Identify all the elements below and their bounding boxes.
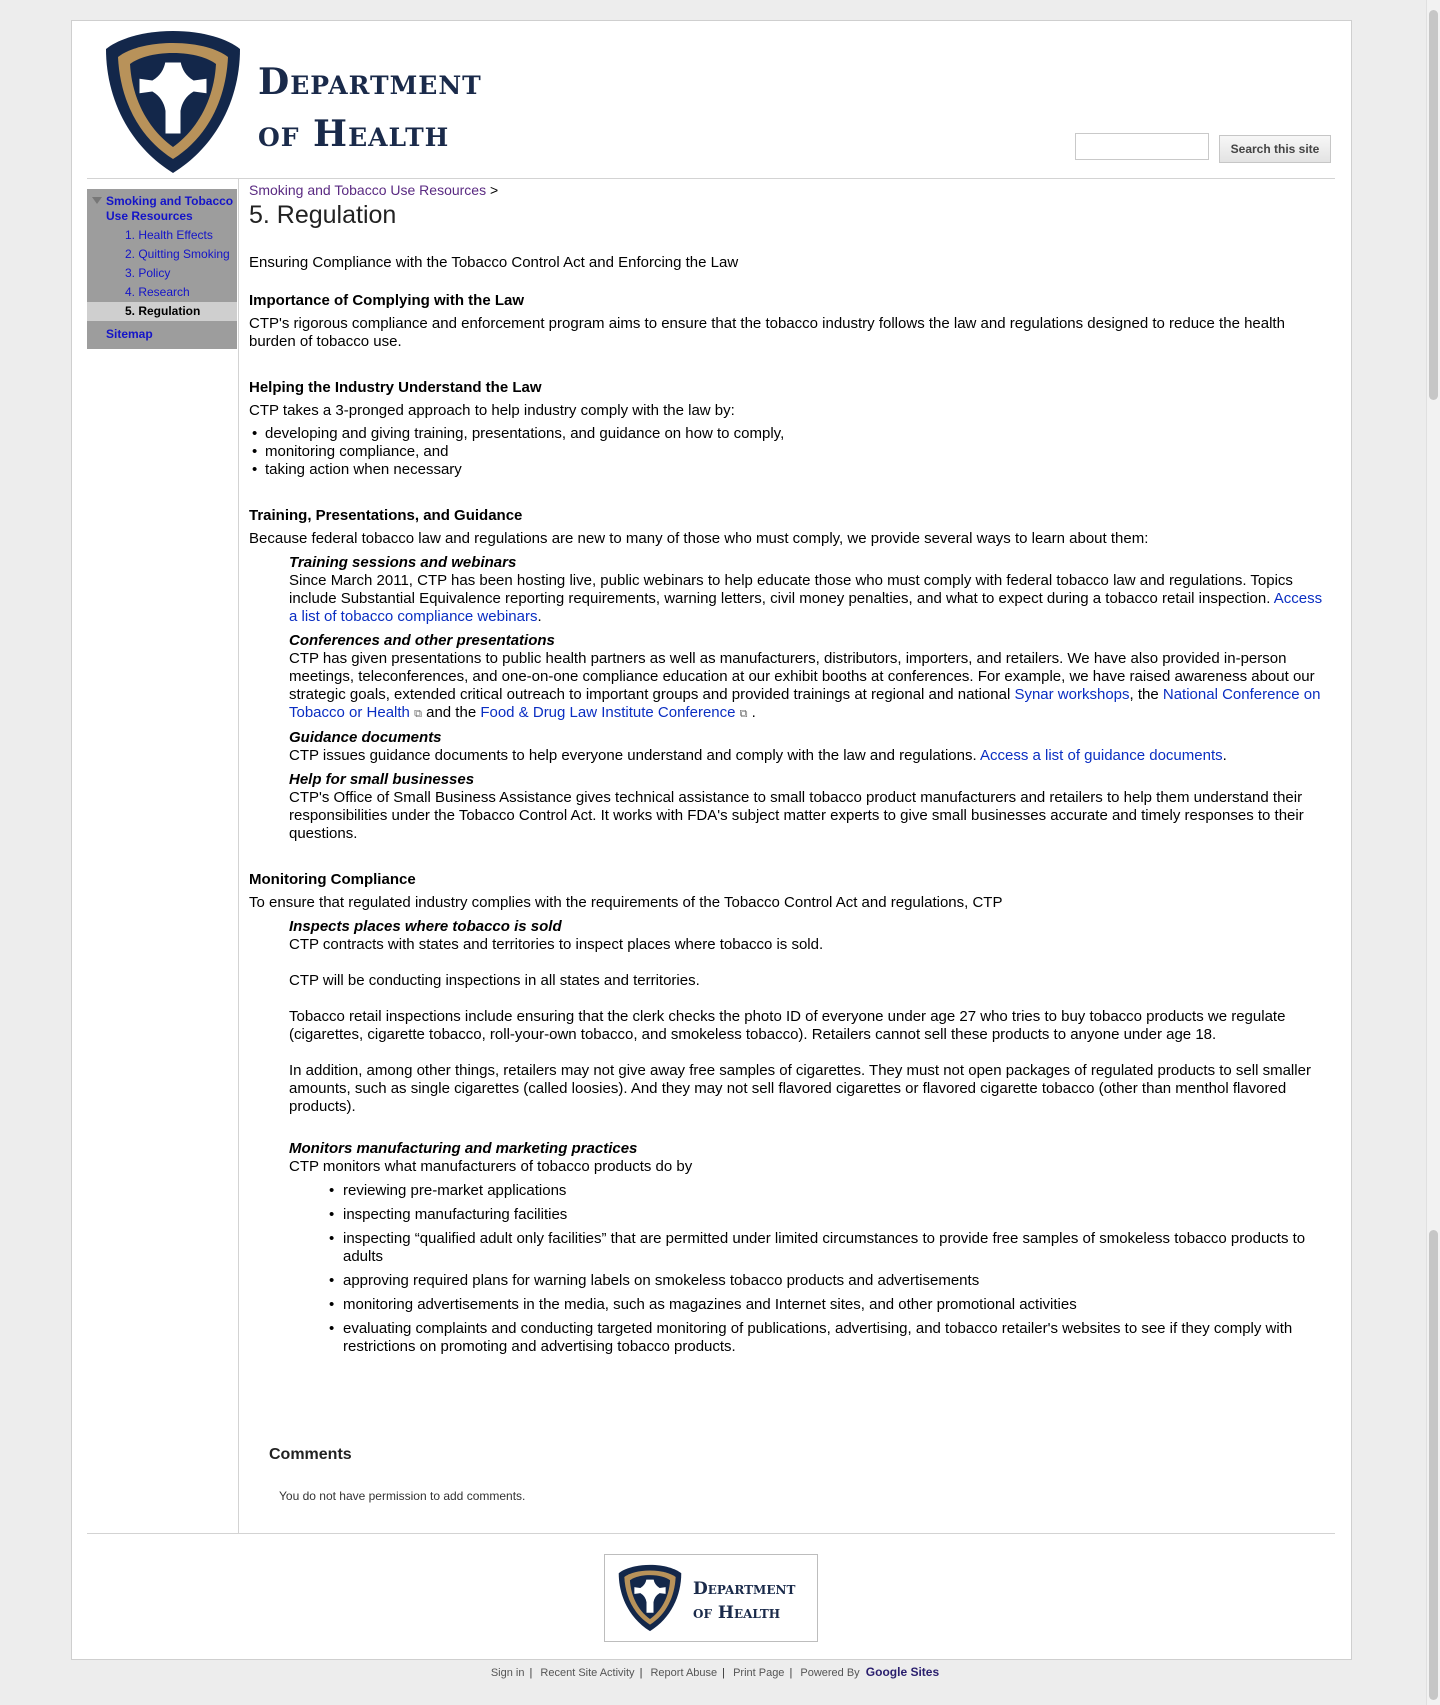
footer-logo[interactable]	[604, 1554, 818, 1642]
section-text: Because federal tobacco law and regulations are new to many of those who must comply, we provide several ways to learn about them:	[249, 530, 1149, 547]
footer-shield-icon	[615, 1563, 685, 1633]
punctuation: .	[537, 608, 542, 625]
print-page-link[interactable]: Print Page	[733, 1667, 785, 1679]
site-title-line2: of Health	[258, 113, 450, 155]
collapse-triangle-icon[interactable]	[92, 197, 102, 204]
list-item: • monitoring advertisements in the media, such as magazines and Internet sites, and other promotional activities	[329, 1296, 1329, 1314]
fdli-conference-link[interactable]: Food & Drug Law Institute Conference	[480, 704, 736, 721]
subsection-guidance	[289, 729, 1329, 765]
search-button[interactable]: Search this site	[1219, 135, 1331, 163]
subsection-training	[289, 554, 1329, 626]
comments-permission-text: You do not have permission to add comments.	[279, 1489, 526, 1503]
section-heading: Importance of Complying with the Law	[249, 292, 525, 309]
list-item: • developing and giving training, presentations, and guidance on how to comply,	[265, 425, 1329, 443]
subsection-heading: Conferences and other presentations	[289, 632, 555, 649]
subsection-text: Since March 2011, CTP has been hosting live, public webinars to help educate those who must comply with federal tobacco law and regulations. Topics include Substantial Equivalence reporting requirements, warning letters, civil money penalties, and what to expect during a tobacco retail inspection.	[289, 572, 1293, 607]
bottom-links-bar: Sign in | Recent Site Activity | Report Abuse | Print Page | Powered By Google Sites	[490, 1665, 940, 1679]
page-title: 5. Regulation	[249, 201, 397, 229]
recent-activity-link[interactable]: Recent Site Activity	[540, 1667, 635, 1679]
powered-by-label: Powered By	[800, 1667, 860, 1679]
guidance-documents-link[interactable]: Access a list of guidance documents	[979, 747, 1223, 764]
section-monitoring	[249, 871, 1329, 1356]
subsection-heading: Monitors manufacturing and marketing practices	[289, 1140, 638, 1157]
section-text: CTP's rigorous compliance and enforcement program aims to ensure that the tobacco industry follows the law and regulations designed to reduce the health burden of tobacco use.	[249, 315, 1285, 350]
punctuation: .	[1222, 747, 1227, 764]
department-logo-shield-icon[interactable]	[98, 27, 248, 177]
subsection-text: CTP has given presentations to public health partners as well as manufacturers, distributors, importers, and retailers. We have also provided in-person meetings, teleconferences, and one-on-one compliance education at our exhibit booths at conferences. For example, we have raised awareness about our strategic goals, extended critical outreach to important groups and provided trainings at regional and national	[289, 650, 1315, 703]
subsection-heading: Help for small businesses	[289, 771, 475, 788]
subsection-text: CTP issues guidance documents to help everyone understand and comply with the law and regulations.	[289, 747, 977, 764]
paragraph: CTP will be conducting inspections in all states and territories.	[289, 972, 700, 989]
subsection-heading: Guidance documents	[289, 729, 442, 746]
connector-text: and the	[426, 704, 477, 721]
section-text: To ensure that regulated industry complies with the requirements of the Tobacco Control Act and regulations, CTP	[249, 894, 1003, 911]
sidebar-root-label: Smoking and Tobacco Use Resources	[106, 194, 234, 223]
external-link-icon: ⧉	[739, 708, 748, 720]
breadcrumb-link[interactable]: Smoking and Tobacco Use Resources	[249, 182, 487, 198]
page-container	[71, 20, 1352, 1660]
list-item: • evaluating complaints and conducting targeted monitoring of publications, advertising, and tobacco retailer's websites to see if they comply with restrictions on promoting and advertising tobacco products.	[329, 1320, 1329, 1356]
section-importance	[249, 292, 1329, 351]
intro-text: Ensuring Compliance with the Tobacco Control Act and Enforcing the Law	[249, 254, 739, 271]
search-input[interactable]	[1075, 133, 1209, 160]
sidebar-item-research[interactable]: 4. Research	[125, 285, 190, 299]
list-item: • reviewing pre-market applications	[329, 1182, 1329, 1200]
scrollbar-thumb-secondary[interactable]	[1429, 1230, 1438, 1700]
connector-text: , the	[1129, 686, 1159, 703]
paragraph: Tobacco retail inspections include ensuring that the clerk checks the photo ID of everyone under age 27 who tries to buy tobacco products we regulate (cigarettes, cigarette tobacco, roll-your-own tobacco, and smokeless tobacco). Retailers cannot sell these products to anyone under age 18.	[289, 1008, 1286, 1043]
breadcrumb-separator: >	[489, 182, 499, 198]
sidebar-item-quitting-smoking[interactable]: 2. Quitting Smoking	[125, 247, 230, 261]
sidebar-item-regulation-label: 5. Regulation	[125, 304, 201, 318]
sidebar-divider	[238, 178, 239, 1533]
footer-divider	[87, 1533, 1335, 1534]
approach-list	[249, 425, 1329, 479]
external-link-icon: ⧉	[414, 708, 422, 720]
subsection-small-business	[289, 771, 1329, 843]
paragraph: In addition, among other things, retailers may not give away free samples of cigarettes. They must not open packages of regulated products to sell smaller amounts, such as single cigarettes (called loosies). And they may not sell flavored cigarettes or flavored cigarette tobacco (other than menthol flavored products).	[289, 1062, 1311, 1115]
paragraph: CTP monitors what manufacturers of tobacco products do by	[289, 1158, 693, 1175]
list-item: • taking action when necessary	[265, 461, 1329, 479]
footer-logo-line2: of Health	[693, 1603, 781, 1623]
comments-title: Comments	[269, 1446, 352, 1463]
subsection-heading: Training sessions and webinars	[289, 554, 517, 571]
national-conference-link[interactable]: National Conference on Tobacco or Health	[289, 686, 1321, 721]
list-item: • monitoring compliance, and	[265, 443, 1329, 461]
section-heading: Monitoring Compliance	[249, 871, 416, 888]
punctuation: .	[751, 704, 756, 721]
scrollbar[interactable]	[1426, 0, 1440, 1705]
section-text: CTP takes a 3-pronged approach to help industry comply with the law by:	[249, 402, 735, 419]
section-heading: Helping the Industry Understand the Law	[249, 379, 542, 396]
list-item: • inspecting manufacturing facilities	[329, 1206, 1329, 1224]
sidebar-item-policy[interactable]: 3. Policy	[125, 266, 171, 280]
synar-workshops-link[interactable]: Synar workshops	[1014, 686, 1130, 703]
subsection-text: CTP's Office of Small Business Assistance gives technical assistance to small tobacco product manufacturers and retailers to help them understand their responsibilities under the Tobacco Control Act. It works with FDA's subject matter experts to give small businesses accurate and timely responses to their questions.	[289, 789, 1304, 842]
main-content	[249, 181, 1329, 1376]
footer-logo-line1: Department	[693, 1579, 796, 1599]
sidebar-item-regulation[interactable]	[87, 302, 237, 321]
site-title-line1: Department	[258, 61, 482, 103]
section-helping	[249, 379, 1329, 479]
sidebar-item-root[interactable]	[92, 194, 237, 224]
list-item: • approving required plans for warning labels on smokeless tobacco products and advertisements	[329, 1272, 1329, 1290]
site-title[interactable]	[258, 61, 482, 155]
breadcrumb	[249, 181, 1329, 199]
training-subsections	[289, 554, 1329, 843]
monitoring-subsections	[289, 918, 1329, 1356]
webinars-link[interactable]: Access a list of tobacco compliance webinars	[289, 590, 1323, 625]
sign-in-link[interactable]: Sign in	[490, 1667, 525, 1679]
monitoring-list	[329, 1182, 1329, 1356]
paragraph: CTP contracts with states and territories to inspect places where tobacco is sold.	[289, 936, 824, 953]
scrollbar-thumb[interactable]	[1429, 10, 1438, 400]
sidebar-nav	[87, 189, 237, 349]
section-heading: Training, Presentations, and Guidance	[249, 507, 523, 524]
list-item: • inspecting “qualified adult only facilities” that are permitted under limited circumstances to provide free samples of smokeless tobacco products to adults	[329, 1230, 1329, 1266]
sidebar-item-sitemap[interactable]: Sitemap	[106, 327, 153, 341]
sidebar-item-health-effects[interactable]: 1. Health Effects	[125, 228, 213, 242]
subsection-heading: Inspects places where tobacco is sold	[289, 918, 562, 935]
report-abuse-link[interactable]: Report Abuse	[650, 1667, 718, 1679]
header-divider	[87, 178, 1335, 179]
subsection-conferences	[289, 632, 1329, 723]
section-training	[249, 507, 1329, 843]
google-sites-link[interactable]: Google Sites	[865, 1665, 940, 1679]
